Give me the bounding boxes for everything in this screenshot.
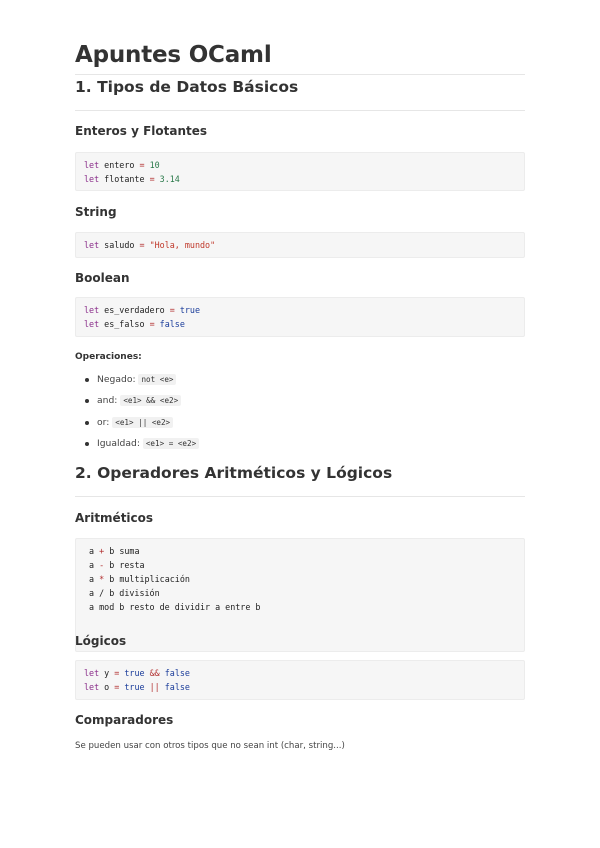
code-boolean: true [174,305,200,315]
code-block-boolean [75,297,525,337]
code-number: 3.14 [154,174,180,184]
code-text: a mod b resto de dividir a entre b [84,602,261,612]
code-boolean: false [159,682,190,692]
code-boolean: false [154,319,185,329]
subheading-comparadores: Comparadores [75,713,174,727]
code-boolean: true [119,668,150,678]
subheading-boolean: Boolean [75,271,130,285]
code-operator: = [139,160,145,170]
inline-code: <e1> && <e2> [120,395,181,406]
code-operator: - [99,560,105,570]
code-number: 10 [144,160,160,170]
code-text: b multiplicación [104,574,190,584]
inline-code: <e1> || <e2> [112,417,173,428]
inline-code: not <e> [138,374,176,385]
code-keyword: let [84,160,100,170]
code-boolean: false [159,668,190,678]
subheading-aritmeticos: Aritméticos [75,511,154,525]
code-identifier: es_falso [99,319,150,329]
code-text: b resta [104,560,145,570]
list-item-label: Igualdad: [97,437,143,449]
code-operator: = [149,174,155,184]
code-operator: = [139,240,145,250]
list-item [75,437,525,451]
code-text: a / b división [84,588,160,598]
code-identifier: es_verdadero [99,305,170,315]
code-operator: = [149,319,155,329]
list-item [75,373,525,387]
code-block-string [75,232,525,258]
code-operator: && [149,668,160,678]
code-identifier: flotante [99,174,150,184]
code-text: a [84,560,100,570]
code-identifier: entero [99,160,140,170]
section-heading-operadores: 2. Operadores Aritméticos y Lógicos [75,462,525,497]
subheading-enteros: Enteros y Flotantes [75,124,208,138]
operaciones-list [75,373,525,458]
code-text: b suma [104,546,140,556]
code-operator: = [114,682,120,692]
code-operator: = [114,668,120,678]
code-block-enteros [75,152,525,191]
subheading-logicos: Lógicos [75,634,127,648]
section-heading-tipos: 1. Tipos de Datos Básicos [75,76,525,111]
code-keyword: let [84,305,100,315]
code-text: a [84,546,100,556]
code-keyword: let [84,668,100,678]
subheading-operaciones: Operaciones: [75,352,142,362]
code-operator: = [169,305,175,315]
code-identifier: y [99,668,115,678]
comparadores-note: Se pueden usar con otros tipos que no sean int (char, string...) [75,741,345,751]
code-string: "Hola, mundo" [144,240,216,250]
code-boolean: true [119,682,150,692]
list-item-label: Negado: [97,374,139,385]
code-operator: + [99,546,105,556]
list-item [75,416,525,430]
code-text: a [84,574,100,584]
code-keyword: let [84,240,100,250]
list-item-label: and: [97,395,121,407]
list-item-label: or: [97,416,113,428]
code-keyword: let [84,319,100,329]
page-title: Apuntes OCaml [75,38,525,75]
code-identifier: o [99,682,115,692]
code-operator: || [149,682,160,692]
code-keyword: let [84,682,100,692]
code-identifier: saludo [99,240,140,250]
code-operator: * [99,574,105,584]
code-keyword: let [84,174,100,184]
list-item [75,394,525,408]
code-block-logicos [75,660,525,700]
inline-code: <e1> = <e2> [143,438,199,449]
subheading-string: String [75,205,117,219]
